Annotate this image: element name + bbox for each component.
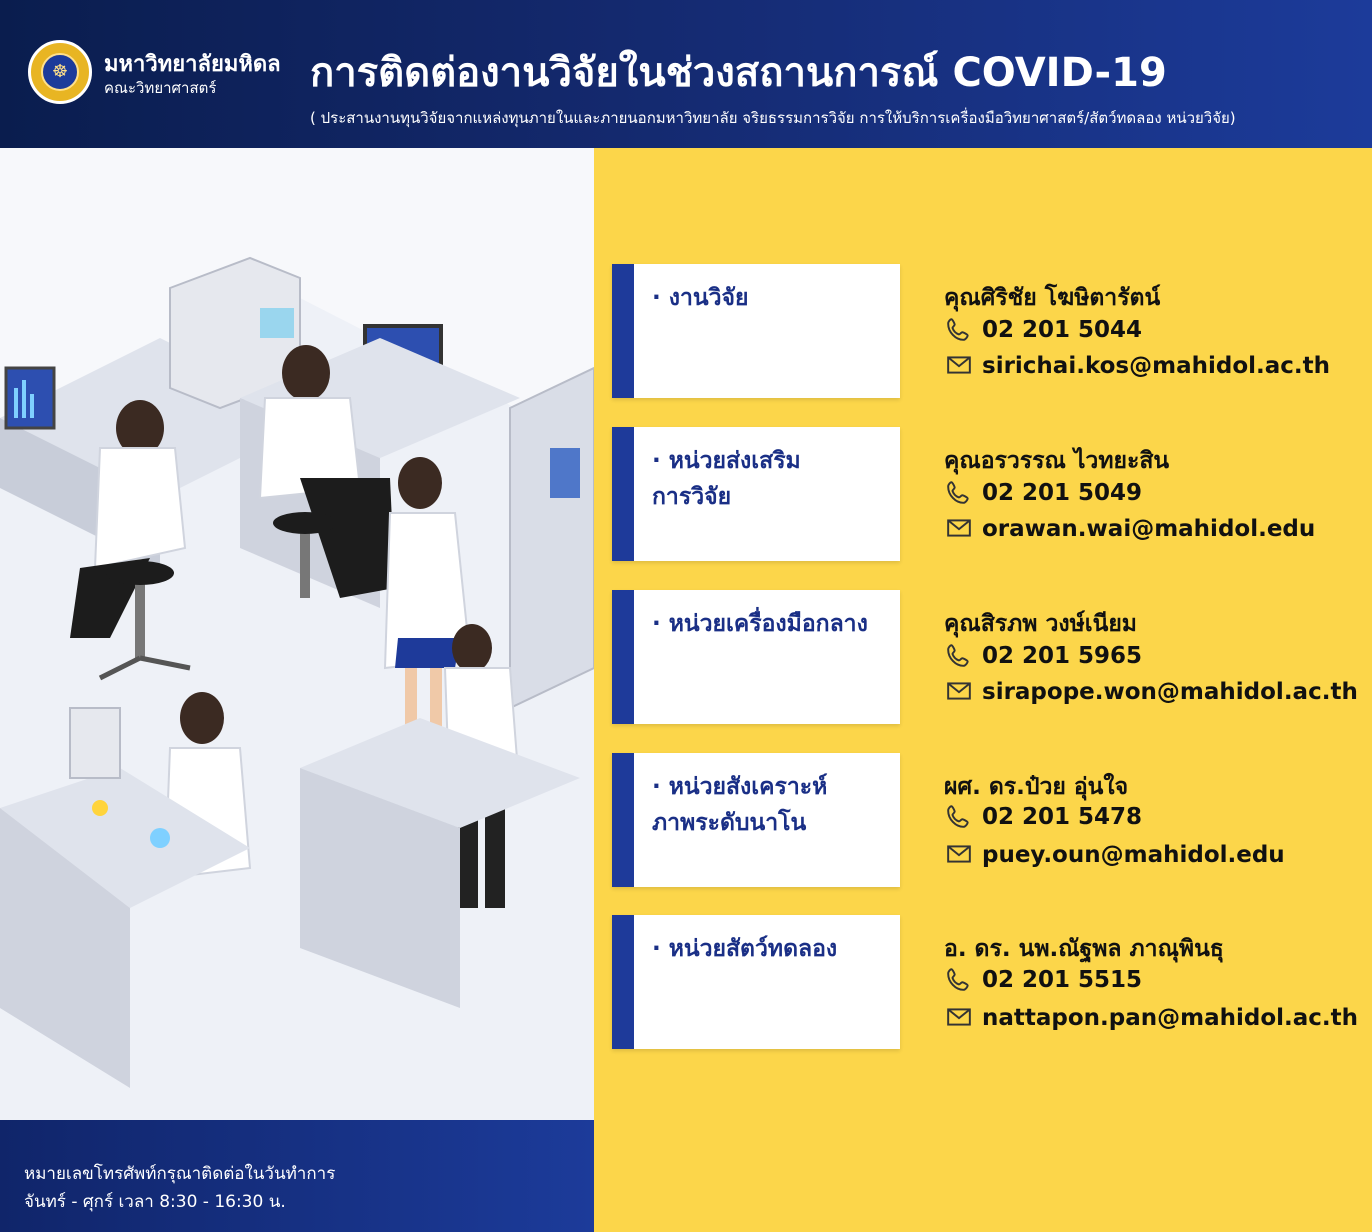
unit-card-central-instruments [612, 590, 900, 724]
contact-email[interactable]: nattapon.pan@mahidol.ac.th [982, 1005, 1359, 1031]
unit-label: · หน่วยสังเคราะห์ ภาพระดับนาโน [652, 774, 828, 836]
faculty-name: คณะวิทยาศาสตร์ [104, 79, 217, 97]
contact-name: คุณสิรภพ วงษ์เนียม [944, 611, 1137, 637]
contact-email[interactable]: sirapope.won@mahidol.ac.th [982, 679, 1358, 705]
unit-card-nano-imaging [612, 753, 900, 887]
unit-card-research-promotion [612, 427, 900, 561]
contact-name: คุณอรวรรณ ไวทยะสิน [944, 448, 1170, 474]
university-name: มหาวิทยาลัยมหิดล [104, 52, 281, 77]
contact-email[interactable]: puey.oun@mahidol.edu [982, 842, 1285, 868]
envelope-icon [946, 678, 972, 704]
contact-phone[interactable]: 02 201 5515 [982, 967, 1143, 993]
envelope-icon [946, 515, 972, 541]
lab-scene-graphic [0, 148, 594, 1120]
office-hours-time: จันทร์ - ศุกร์ เวลา 8:30 - 16:30 น. [24, 1192, 286, 1212]
unit-card-laboratory-animals [612, 915, 900, 1049]
unit-label: · งานวิจัย [652, 285, 749, 311]
phone-icon [946, 803, 972, 829]
contact-name: ผศ. ดร.ป๋วย อุ่นใจ [944, 774, 1129, 800]
contact-phone[interactable]: 02 201 5965 [982, 643, 1143, 669]
unit-label: · หน่วยสัตว์ทดลอง [652, 936, 838, 962]
unit-card-research [612, 264, 900, 398]
header-banner [0, 0, 1372, 148]
phone-icon [946, 479, 972, 505]
phone-icon [946, 966, 972, 992]
contact-name: อ. ดร. นพ.ณัฐพล ภาณุพินธุ [944, 936, 1224, 962]
unit-label: · หน่วยเครื่องมือกลาง [652, 611, 868, 637]
contact-name: คุณศิริชัย โฆษิตารัตน์ [944, 285, 1161, 311]
laboratory-illustration [0, 148, 594, 1120]
office-hours-note: หมายเลขโทรศัพท์กรุณาติดต่อในวันทำการ [24, 1164, 336, 1184]
contact-phone[interactable]: 02 201 5049 [982, 480, 1143, 506]
phone-icon [946, 642, 972, 668]
contact-phone[interactable]: 02 201 5044 [982, 317, 1143, 343]
contact-phone[interactable]: 02 201 5478 [982, 804, 1143, 830]
envelope-icon [946, 841, 972, 867]
page-subtitle: ( ประสานงานทุนวิจัยจากแหล่งทุนภายในและภายนอกมหาวิทยาลัย จริยธรรมการวิจัย การให้บริการเครื่องมือวิทยาศาสตร์/สัตว์ทดลอง หน่วยวิจัย) [310, 109, 1236, 127]
envelope-icon [946, 352, 972, 378]
contact-email[interactable]: orawan.wai@mahidol.edu [982, 516, 1316, 542]
page-title: การติดต่องานวิจัยในช่วงสถานการณ์ COVID-19 [310, 50, 1167, 96]
phone-icon [946, 316, 972, 342]
envelope-icon [946, 1004, 972, 1030]
contact-email[interactable]: sirichai.kos@mahidol.ac.th [982, 353, 1331, 379]
unit-label: · หน่วยส่งเสริม การวิจัย [652, 448, 801, 510]
university-seal-logo: ☸ [28, 40, 92, 104]
